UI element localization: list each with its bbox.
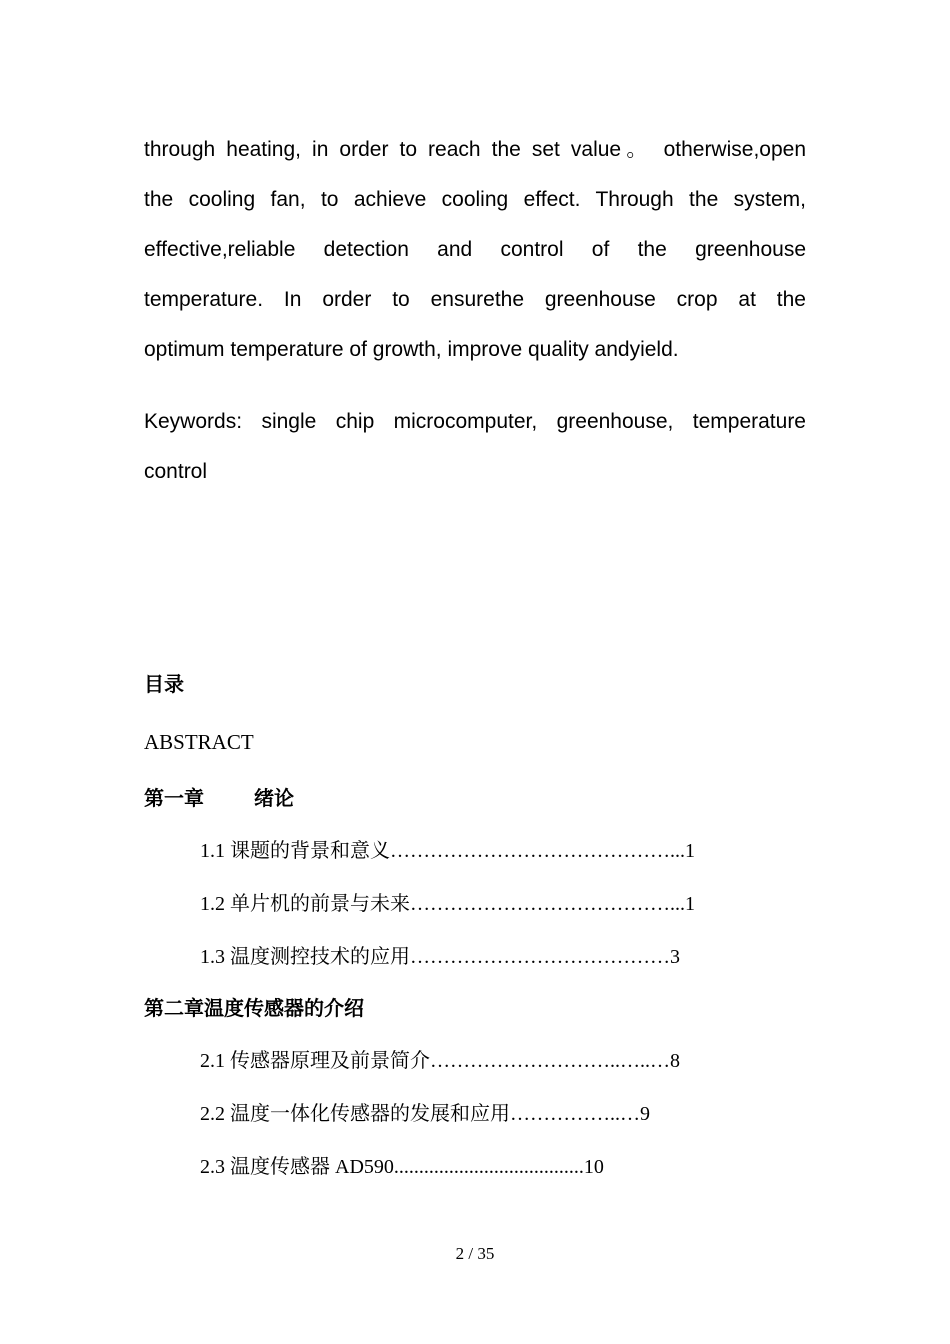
- toc-entry: 1.1 课题的背景和意义……………………………………...1: [200, 840, 695, 862]
- abstract-line: temperature. In order to ensurethe greenhouse crop at the: [144, 288, 806, 311]
- abstract-line: the cooling fan, to achieve cooling effect. Through the system,: [144, 188, 806, 211]
- chapter-number: 第一章: [144, 786, 204, 810]
- toc-entry: 2.2 温度一体化传感器的发展和应用……………..…9: [200, 1103, 650, 1125]
- abstract-line: optimum temperature of growth, improve quality andyield.: [144, 338, 679, 361]
- toc-entry: 1.2 单片机的前景与未来…………………………………...1: [200, 893, 695, 915]
- abstract-paragraph: [144, 125, 806, 375]
- page-number: 2 / 35: [455, 1244, 495, 1263]
- chapter-title: 绪论: [254, 786, 294, 810]
- toc-entry: 2.3 温度传感器 AD590......................................10: [200, 1156, 604, 1178]
- toc-abstract: ABSTRACT: [144, 730, 254, 754]
- keywords-paragraph: [144, 397, 806, 497]
- abstract-line: effective,reliable detection and control of the greenhouse: [144, 238, 806, 261]
- toc-entry: 1.3 温度测控技术的应用…………………………………3: [200, 946, 680, 968]
- abstract-line: through heating, in order to reach the set value。 otherwise,open: [144, 138, 806, 161]
- toc-entry: 2.1 传感器原理及前景简介………………………..…..…8: [200, 1050, 680, 1072]
- keywords-line: control: [144, 460, 208, 483]
- keywords-line: Keywords: single chip microcomputer, greenhouse, temperature: [144, 410, 806, 433]
- toc-chapter-2: 第二章温度传感器的介绍: [144, 996, 364, 1020]
- toc-chapter-1: [144, 782, 294, 811]
- toc-heading: 目录: [144, 672, 184, 696]
